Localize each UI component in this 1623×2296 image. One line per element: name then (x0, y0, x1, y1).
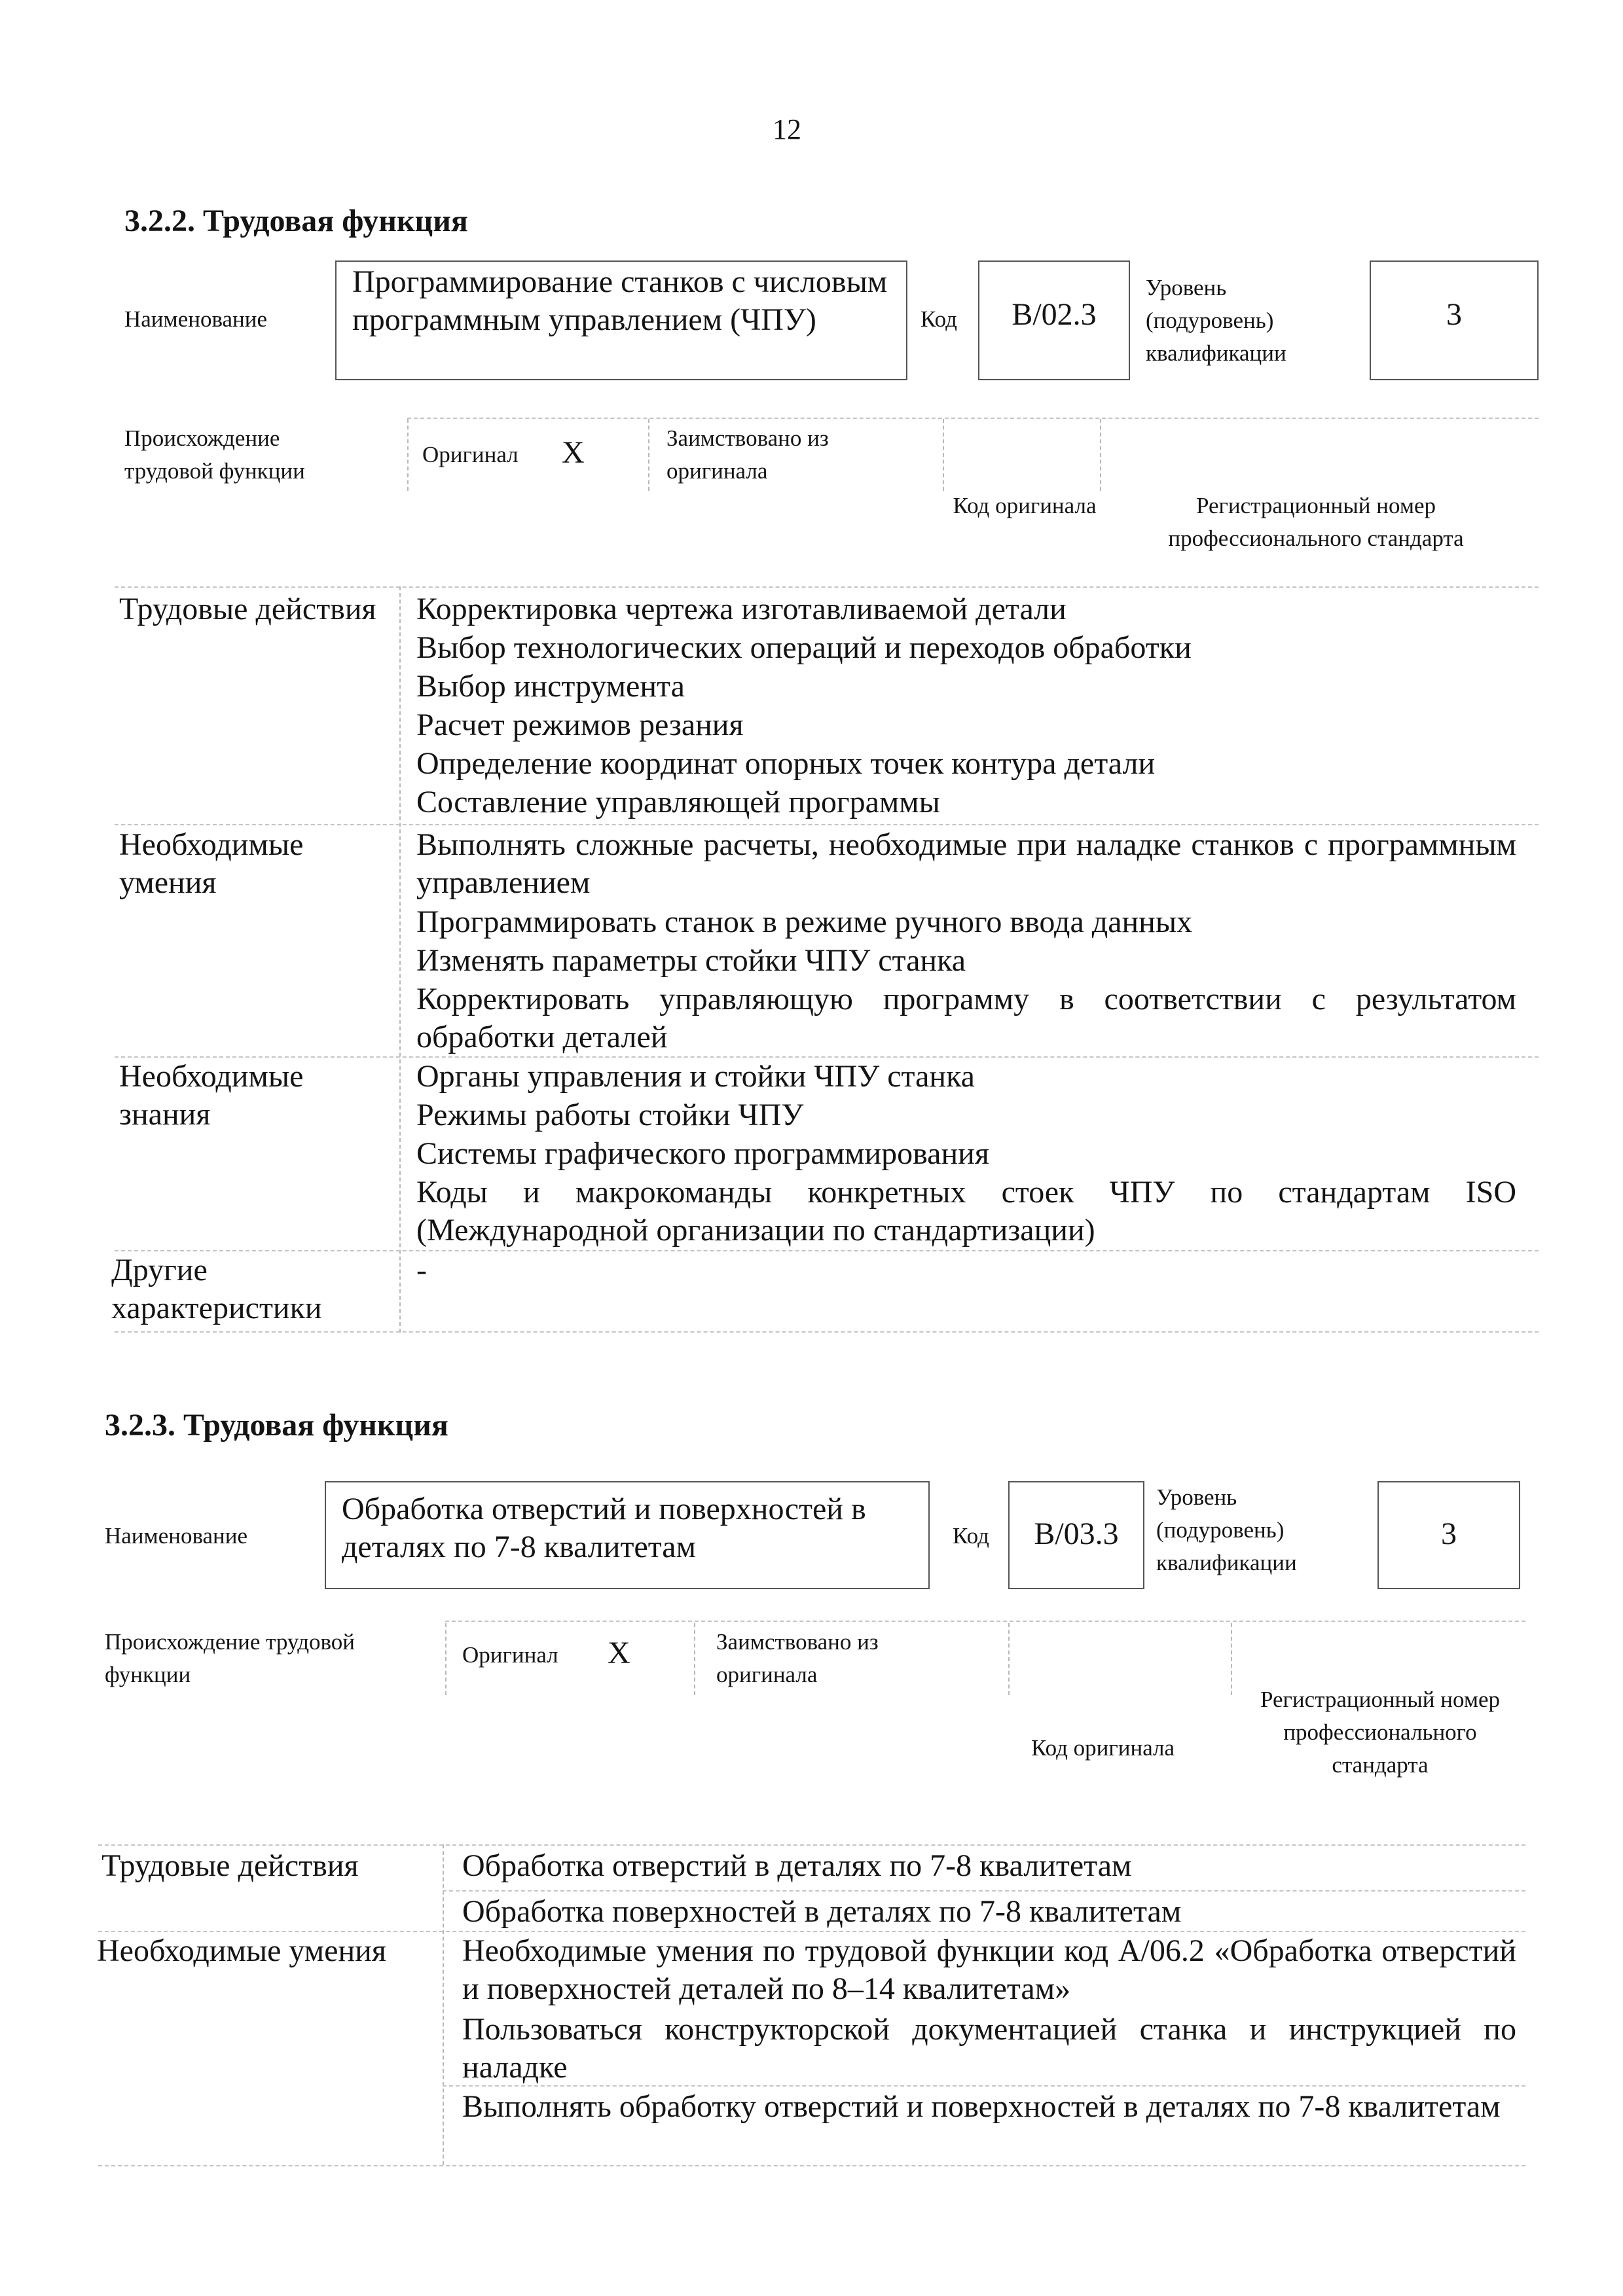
name-value: Программирование станков с числовым программным управлением (ЧПУ) (352, 264, 888, 337)
code-value: B/02.3 (1012, 297, 1097, 332)
name-label: Наименование (105, 1523, 248, 1549)
row-label-required-knowledge: Необходимые знания (119, 1059, 304, 1132)
list-item: Выполнять сложные расчеты, необходимые при наладке станков с программным управлением (416, 827, 1516, 900)
list-item: Определение координат опорных точек контура детали (416, 746, 1156, 781)
row-label-labor-actions: Трудовые действия (101, 1848, 359, 1883)
list-item: Составление управляющей программы (416, 785, 940, 819)
original-label: Оригинал (422, 442, 519, 467)
row-label-required-skills: Необходимые умения (97, 1933, 386, 1968)
original-code-label: Код оригинала (953, 493, 1097, 518)
name-box (335, 260, 907, 380)
list-item: Необходимые умения по трудовой функции код А/06.2 «Обработка отверстий и поверхностей деталей по 8–14 квалитетам» (462, 1933, 1516, 2006)
qualification-level-label: Уровень (подуровень) квалификации (1146, 275, 1286, 366)
list-item: Пользоваться конструкторской документацией станка и инструкцией по наладке (462, 2012, 1516, 2085)
borrowed-label: Заимствовано из оригинала (716, 1629, 879, 1687)
list-item: Системы графического программирования (416, 1136, 989, 1171)
level-value: 3 (1446, 297, 1462, 332)
name-value: Обработка отверстий и поверхностей в деталях по 7-8 квалитетам (342, 1492, 866, 1564)
row-label-other-characteristics: Другие характеристики (111, 1253, 322, 1325)
list-item: Выполнять обработку отверстий и поверхностей в деталях по 7-8 квалитетам (462, 2089, 1501, 2124)
registration-number-label: Регистрационный номер профессионального стандарта (1260, 1687, 1501, 1778)
list-item: Корректировка чертежа изготавливаемой детали (416, 592, 1067, 626)
row-label-labor-actions: Трудовые действия (119, 592, 376, 626)
list-item: Выбор технологических операций и переходов обработки (416, 630, 1192, 665)
list-item: Программировать станок в режиме ручного ввода данных (416, 905, 1193, 939)
list-item: Корректировать управляющую программу в соответствии с результатом обработки деталей (416, 982, 1516, 1054)
name-box (325, 1481, 930, 1589)
borrowed-label: Заимствовано из оригинала (666, 425, 829, 484)
original-label: Оригинал (462, 1642, 558, 1668)
code-box (978, 260, 1130, 380)
code-value: B/03.3 (1034, 1516, 1119, 1551)
section-heading: 3.2.2. Трудовая функция (124, 204, 468, 238)
row-label-required-skills: Необходимые умения (119, 827, 304, 900)
level-box (1370, 260, 1539, 380)
page-number: 12 (773, 113, 801, 145)
original-mark: X (608, 1636, 630, 1670)
code-label: Код (953, 1523, 989, 1549)
list-item: Органы управления и стойки ЧПУ станка (416, 1059, 975, 1094)
registration-number-label: Регистрационный номер профессионального стандарта (1168, 493, 1464, 551)
list-item: Обработка отверстий в деталях по 7-8 квалитетам (462, 1848, 1132, 1883)
list-item: Коды и макрокоманды конкретных стоек ЧПУ по стандартам ISO (Международной организации по стандартизации) (416, 1175, 1516, 1247)
origin-label: Происхождение трудовой функции (105, 1629, 356, 1687)
original-code-label: Код оригинала (1031, 1735, 1175, 1761)
list-item: Выбор инструмента (416, 669, 685, 704)
list-item: - (416, 1253, 427, 1287)
qualification-level-label: Уровень (подуровень) квалификации (1156, 1484, 1297, 1575)
code-box (1008, 1481, 1144, 1589)
list-item: Обработка поверхностей в деталях по 7-8 квалитетам (462, 1894, 1182, 1929)
level-box (1377, 1481, 1520, 1589)
list-item: Расчет режимов резания (416, 708, 744, 742)
level-value: 3 (1441, 1516, 1457, 1551)
code-label: Код (921, 306, 957, 332)
origin-label: Происхождение трудовой функции (124, 425, 305, 484)
list-item: Режимы работы стойки ЧПУ (416, 1098, 804, 1132)
section-heading: 3.2.3. Трудовая функция (105, 1408, 448, 1443)
original-mark: X (562, 435, 585, 470)
name-label: Наименование (124, 306, 268, 332)
list-item: Изменять параметры стойки ЧПУ станка (416, 943, 966, 978)
